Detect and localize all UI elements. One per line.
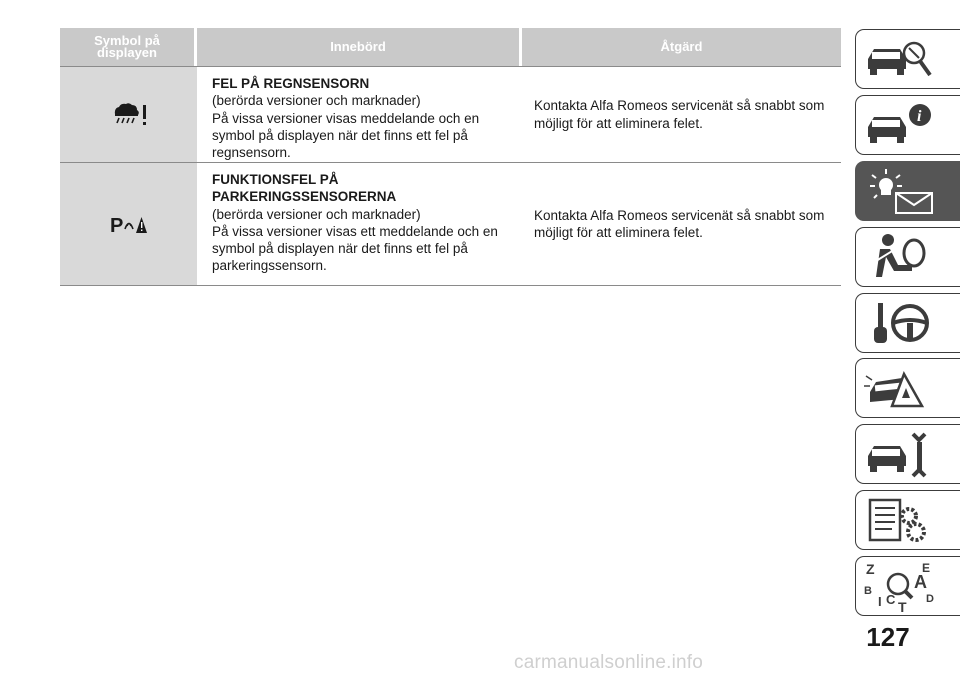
tab-emergency[interactable] [855, 358, 960, 418]
tab-starting-driving[interactable] [855, 293, 960, 353]
car-emergency-icon [862, 362, 942, 414]
table-header [60, 28, 841, 66]
airbag-seat-icon [862, 231, 942, 283]
tab-index[interactable] [855, 556, 960, 616]
tab-maintenance[interactable] [855, 424, 960, 484]
row-text: På vissa versioner visas ett meddelande och en [212, 223, 498, 239]
row-text: (berörda versioner och marknader) [212, 206, 421, 222]
rain-sensor-fault-icon [109, 102, 149, 128]
row-text: parkeringssensorn. [212, 258, 327, 274]
action-text: Kontakta Alfa Romeos servicenät så snabbt som [534, 98, 825, 114]
svg-text:E: E [922, 561, 931, 575]
meaning-cell [197, 67, 519, 162]
warning-table [60, 28, 841, 286]
car-maintenance-icon [862, 428, 942, 480]
watermark: carmanualsonline.info [514, 652, 704, 673]
tab-car-info[interactable] [855, 95, 960, 155]
row-text: (berörda versioner och marknader) [212, 93, 421, 109]
meaning-cell [197, 163, 519, 285]
car-search-icon [862, 33, 942, 85]
header-symbol: Symbol på displayen [60, 28, 194, 66]
table-row [60, 162, 841, 286]
page-number: 127 [866, 622, 910, 652]
table-row [60, 66, 841, 162]
symbol-cell [60, 67, 197, 162]
action-cell [519, 163, 841, 285]
svg-text:P: P [109, 215, 123, 235]
row-title: FEL PÅ REGNSENSORN [212, 76, 370, 91]
row-title: FUNKTIONSFEL PÅ [212, 172, 339, 187]
tab-safety[interactable] [855, 227, 960, 287]
svg-text:I: I [878, 594, 882, 609]
specs-gear-icon [862, 494, 942, 546]
svg-text:T: T [898, 599, 907, 612]
action-text: Kontakta Alfa Romeos servicenät så snabbt som [534, 207, 825, 223]
tab-warning-lights[interactable] [855, 161, 960, 221]
svg-text:Z: Z [866, 561, 875, 577]
row-text: regnsensorn. [212, 145, 291, 161]
svg-text:C: C [886, 592, 896, 607]
row-text: symbol på displayen när det finns ett fel på [212, 127, 468, 143]
car-info-icon [862, 99, 942, 151]
header-action: Åtgärd [522, 28, 841, 66]
svg-text:B: B [864, 585, 872, 597]
symbol-cell [60, 163, 197, 285]
tab-technical-data[interactable] [855, 490, 960, 550]
row-text: På vissa versioner visas meddelande och en [212, 110, 480, 126]
warning-light-message-icon [862, 165, 942, 217]
action-text: möjligt för att eliminera felet. [534, 115, 703, 131]
tab-car-search[interactable] [855, 29, 960, 89]
row-text: symbol på displayen när det finns ett fel på [212, 241, 468, 257]
svg-text:i: i [917, 108, 922, 125]
parking-sensor-fault-icon [109, 213, 149, 235]
header-meaning: Innebörd [197, 28, 519, 66]
action-text: möjligt för att eliminera felet. [534, 225, 703, 240]
action-cell [519, 67, 841, 162]
svg-text:A: A [914, 572, 927, 592]
svg-text:D: D [926, 593, 934, 605]
row-title: PARKERINGSSENSORERNA [212, 189, 397, 205]
alphabetical-index-icon [862, 560, 942, 612]
key-steering-wheel-icon [862, 297, 942, 349]
